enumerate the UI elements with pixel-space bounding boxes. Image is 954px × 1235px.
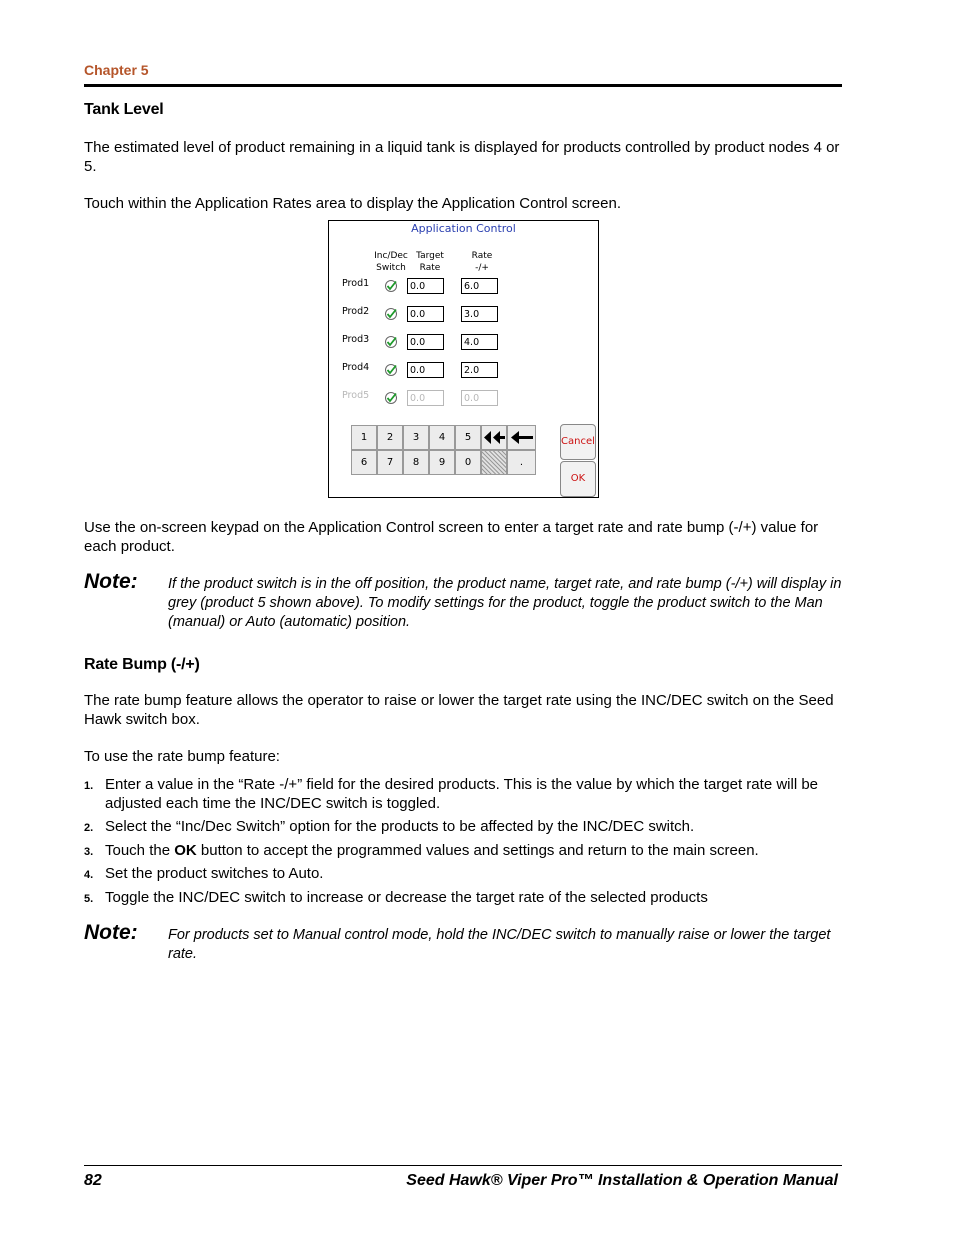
step-text-post: button to accept the programmed values and settings and return to the main screen. (196, 842, 759, 859)
key-4[interactable]: 4 (429, 425, 455, 450)
screen-title: Application Control (411, 222, 516, 235)
step-text-pre: Touch the (105, 842, 175, 859)
backspace-key[interactable] (507, 425, 536, 450)
paragraph-tank-level: The estimated level of product remaining in a liquid tank is displayed for products controlled by product nodes 4 or 5. (84, 139, 840, 175)
manual-title: Seed Hawk® Viper Pro™ Installation & Operation Manual (406, 1172, 838, 1189)
rate-bump-field[interactable]: 4.0 (461, 334, 498, 350)
steps-list (84, 775, 844, 907)
key-8[interactable]: 8 (403, 450, 429, 475)
key-5[interactable]: 5 (455, 425, 481, 450)
col-header-incdec-line1: Inc/Dec (374, 251, 408, 261)
application-control-screen (328, 220, 599, 498)
rate-bump-field[interactable]: 2.0 (461, 362, 498, 378)
col-header-target-line2: Rate (419, 263, 441, 273)
list-item (84, 817, 844, 836)
product-label: Prod2 (342, 306, 370, 317)
step-number: 2. (84, 822, 94, 834)
step-number: 1. (84, 780, 94, 792)
list-item (84, 775, 844, 813)
note-product-switch: If the product switch is in the off position, the product name, target rate, and rate bump (-/+) will display in grey (product 5 shown above). To modify settings for the product, toggle the product switch to the Man (manual) or Auto (automatic) position. (168, 576, 842, 630)
rate-bump-field[interactable]: 6.0 (461, 278, 498, 294)
note-label: Note: (84, 921, 138, 944)
arrow-left-icon (509, 426, 535, 449)
col-header-incdec (369, 250, 413, 274)
target-rate-field[interactable]: 0.0 (407, 306, 444, 322)
col-header-incdec-line2: Switch (376, 263, 406, 273)
step-text: Toggle the INC/DEC switch to increase or decrease the target rate of the selected products (105, 889, 708, 906)
step-text: Enter a value in the “Rate -/+” field for the desired products. This is the value by which the target rate will be adjusted each time the INC/DEC switch is toggled. (105, 776, 819, 812)
col-header-rate-line2: -/+ (475, 263, 489, 273)
paragraph-rate-bump: The rate bump feature allows the operator to raise or lower the target rate using the INC/DEC switch on the Seed Hawk switch box. (84, 692, 834, 728)
target-rate-field[interactable]: 0.0 (407, 278, 444, 294)
rate-bump-field[interactable]: 3.0 (461, 306, 498, 322)
checkmark-icon[interactable] (384, 391, 398, 405)
paragraph-touch-rates: Touch within the Application Rates area to display the Application Control screen. (84, 195, 621, 212)
target-rate-field[interactable]: 0.0 (407, 334, 444, 350)
key-9[interactable]: 9 (429, 450, 455, 475)
key-7[interactable]: 7 (377, 450, 403, 475)
step-number: 4. (84, 869, 94, 881)
checkmark-icon[interactable] (384, 335, 398, 349)
page-number: 82 (84, 1172, 102, 1189)
cancel-button[interactable]: Cancel (560, 424, 596, 460)
target-rate-field-disabled[interactable]: 0.0 (407, 390, 444, 406)
list-item (84, 888, 844, 907)
double-arrow-left-icon (482, 426, 506, 449)
key-3[interactable]: 3 (403, 425, 429, 450)
heading-tank-level: Tank Level (84, 101, 164, 118)
step-number: 3. (84, 846, 94, 858)
ok-button[interactable]: OK (560, 461, 596, 497)
chapter-label: Chapter 5 (84, 62, 149, 78)
clear-all-key[interactable] (481, 425, 507, 450)
header-rule (84, 84, 842, 87)
product-label-disabled: Prod5 (342, 390, 370, 401)
step-text: Set the product switches to Auto. (105, 865, 324, 882)
checkmark-icon[interactable] (384, 279, 398, 293)
target-rate-field[interactable]: 0.0 (407, 362, 444, 378)
col-header-target-line1: Target (416, 251, 444, 261)
note-manual-mode: For products set to Manual control mode, hold the INC/DEC switch to manually raise or lower the target rate. (168, 927, 831, 962)
key-0[interactable]: 0 (455, 450, 481, 475)
list-item (84, 841, 844, 860)
list-item (84, 864, 844, 883)
key-2[interactable]: 2 (377, 425, 403, 450)
key-1[interactable]: 1 (351, 425, 377, 450)
col-header-rate (463, 250, 501, 274)
step-number: 5. (84, 893, 94, 905)
heading-rate-bump: Rate Bump (-/+) (84, 656, 200, 673)
note-label: Note: (84, 570, 138, 593)
step-text-bold: OK (174, 842, 197, 859)
paragraph-to-use: To use the rate bump feature: (84, 748, 280, 765)
rate-bump-field-disabled[interactable]: 0.0 (461, 390, 498, 406)
decimal-key[interactable]: . (507, 450, 536, 475)
key-6[interactable]: 6 (351, 450, 377, 475)
product-label: Prod3 (342, 334, 370, 345)
minus-key-hatched[interactable] (481, 450, 507, 475)
checkmark-icon[interactable] (384, 363, 398, 377)
step-text: Select the “Inc/Dec Switch” option for the products to be affected by the INC/DEC switch. (105, 818, 695, 835)
checkmark-icon[interactable] (384, 307, 398, 321)
col-header-target (409, 250, 451, 274)
footer-rule (84, 1165, 842, 1166)
product-label: Prod4 (342, 362, 370, 373)
paragraph-keypad: Use the on-screen keypad on the Application Control screen to enter a target rate and rate bump (-/+) value for each product. (84, 519, 819, 555)
col-header-rate-line1: Rate (471, 251, 493, 261)
product-label: Prod1 (342, 278, 370, 289)
